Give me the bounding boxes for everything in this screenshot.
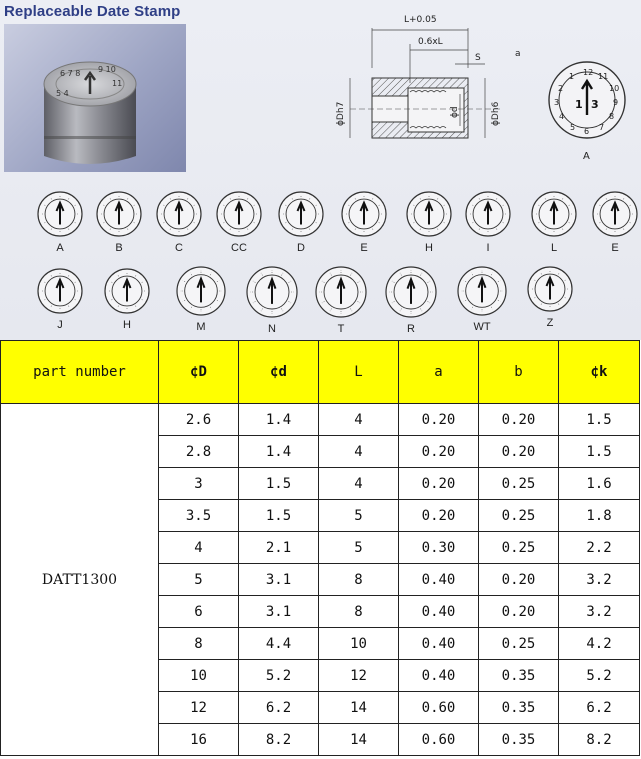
- table-cell: 0.60: [399, 692, 479, 724]
- svg-text:5 4: 5 4: [56, 89, 69, 98]
- table-cell: 5: [319, 532, 399, 564]
- svg-text:3: 3: [591, 98, 599, 111]
- table-cell: 5.2: [559, 660, 640, 692]
- style-label: CC: [231, 242, 247, 254]
- dim-dh7: ϕDh7: [336, 101, 346, 126]
- svg-text:2: 2: [558, 84, 564, 93]
- style-dial-row1-6: [340, 190, 388, 242]
- style-dial-row2-8: [526, 265, 574, 317]
- style-dial-row2-2: [103, 267, 151, 319]
- table-cell: 5: [159, 564, 239, 596]
- style-label: H: [425, 242, 433, 254]
- table-row: [1, 404, 640, 436]
- cross-section-drawing: [310, 8, 540, 168]
- table-cell: 8: [159, 628, 239, 660]
- svg-text:1: 1: [569, 72, 575, 81]
- style-label: D: [297, 242, 305, 254]
- dim-d: ϕd: [450, 106, 460, 118]
- table-cell: 3: [159, 468, 239, 500]
- header-d-outer: ¢D: [159, 341, 239, 404]
- table-cell: 8.2: [239, 724, 319, 756]
- table-cell: 1.6: [559, 468, 640, 500]
- style-label: I: [486, 242, 490, 254]
- style-dial-row2-4: [245, 265, 299, 323]
- table-cell: 0.20: [399, 500, 479, 532]
- svg-text:6: 6: [584, 127, 590, 136]
- dim-dh6: ϕDh6: [491, 101, 501, 126]
- table-cell: 0.40: [399, 564, 479, 596]
- style-dial-row1-1: [36, 190, 84, 242]
- style-label: R: [407, 323, 415, 335]
- table-cell: 0.35: [479, 660, 559, 692]
- style-label: B: [115, 242, 123, 254]
- table-cell: 0.30: [399, 532, 479, 564]
- dim-06l: 0.6xL: [418, 37, 443, 47]
- svg-text:4: 4: [559, 112, 565, 121]
- style-dial-row1-3: [155, 190, 203, 242]
- table-cell: 14: [319, 692, 399, 724]
- table-cell: 0.25: [479, 468, 559, 500]
- table-cell: 5: [319, 500, 399, 532]
- svg-text:7: 7: [599, 123, 605, 132]
- style-dial-row1-4: [215, 190, 263, 242]
- table-cell: 6.2: [559, 692, 640, 724]
- table-cell: 1.4: [239, 436, 319, 468]
- style-label: L: [550, 242, 558, 254]
- table-cell: 4: [319, 436, 399, 468]
- style-dial-row1-2: [95, 190, 143, 242]
- svg-text:11: 11: [112, 79, 123, 88]
- spec-table: [0, 340, 640, 756]
- svg-text:8: 8: [609, 112, 615, 121]
- style-label: E: [360, 242, 368, 254]
- table-cell: 0.40: [399, 660, 479, 692]
- table-cell: 4: [319, 404, 399, 436]
- table-cell: 1.5: [239, 500, 319, 532]
- style-dial-row2-6: [384, 265, 438, 323]
- header-b: b: [479, 341, 559, 404]
- part-number-cell: DATT1300: [1, 404, 159, 756]
- table-cell: 1.8: [559, 500, 640, 532]
- table-cell: 0.35: [479, 724, 559, 756]
- table-cell: 16: [159, 724, 239, 756]
- style-dial-row2-1: [36, 267, 84, 319]
- table-cell: 0.20: [399, 436, 479, 468]
- table-cell: 2.2: [559, 532, 640, 564]
- style-dial-row1-5: [277, 190, 325, 242]
- svg-text:11: 11: [598, 72, 609, 81]
- product-figure: [0, 0, 641, 340]
- table-cell: 2.1: [239, 532, 319, 564]
- table-cell: 0.40: [399, 628, 479, 660]
- style-label: C: [175, 242, 183, 254]
- style-label: WT: [473, 321, 491, 333]
- style-label: J: [57, 319, 63, 331]
- style-label: H: [123, 319, 131, 331]
- table-cell: 0.25: [479, 532, 559, 564]
- table-cell: 4.4: [239, 628, 319, 660]
- svg-text:12: 12: [583, 68, 594, 77]
- table-cell: 6.2: [239, 692, 319, 724]
- table-cell: 3.2: [559, 564, 640, 596]
- svg-text:3: 3: [554, 98, 560, 107]
- svg-text:5: 5: [570, 123, 576, 132]
- style-label: N: [268, 323, 276, 335]
- table-cell: 0.60: [399, 724, 479, 756]
- style-label: T: [337, 323, 345, 335]
- dim-s: S: [475, 53, 481, 63]
- table-cell: 4: [319, 468, 399, 500]
- table-cell: 0.20: [479, 404, 559, 436]
- table-cell: 2.8: [159, 436, 239, 468]
- table-cell: 12: [159, 692, 239, 724]
- table-cell: 3.1: [239, 564, 319, 596]
- page-title: Replaceable Date Stamp: [4, 3, 181, 20]
- table-cell: 0.35: [479, 692, 559, 724]
- table-cell: 1.5: [239, 468, 319, 500]
- table-cell: 5.2: [239, 660, 319, 692]
- style-dial-row1-10: [591, 190, 639, 242]
- svg-text:9: 9: [613, 98, 619, 107]
- header-l: L: [319, 341, 399, 404]
- style-dial-row2-5: [314, 265, 368, 323]
- table-cell: 3.1: [239, 596, 319, 628]
- table-cell: 3.5: [159, 500, 239, 532]
- table-cell: 0.20: [479, 564, 559, 596]
- table-cell: 6: [159, 596, 239, 628]
- table-cell: 1.5: [559, 436, 640, 468]
- header-part-number: part number: [1, 341, 159, 404]
- table-header-row: [1, 341, 640, 404]
- table-cell: 1.4: [239, 404, 319, 436]
- table-cell: 3.2: [559, 596, 640, 628]
- product-photo: [4, 24, 186, 172]
- table-cell: 14: [319, 724, 399, 756]
- table-cell: 8: [319, 596, 399, 628]
- header-d-inner: ¢d: [239, 341, 319, 404]
- svg-text:9 10: 9 10: [98, 65, 116, 74]
- style-dial-row1-9: [530, 190, 578, 242]
- table-cell: 4.2: [559, 628, 640, 660]
- table-cell: 2.6: [159, 404, 239, 436]
- table-cell: 0.40: [399, 596, 479, 628]
- large-dial-label: A: [583, 151, 590, 162]
- table-cell: 8: [319, 564, 399, 596]
- style-label: E: [611, 242, 619, 254]
- style-label: M: [196, 321, 206, 333]
- table-cell: 1.5: [559, 404, 640, 436]
- style-label: A: [56, 242, 64, 254]
- style-dial-row2-7: [456, 265, 508, 321]
- style-dial-row1-7: [405, 190, 453, 242]
- table-cell: 0.20: [399, 404, 479, 436]
- table-cell: 12: [319, 660, 399, 692]
- large-dial-a: [545, 55, 630, 165]
- header-k: ¢k: [559, 341, 640, 404]
- table-cell: 0.20: [479, 436, 559, 468]
- header-a: a: [399, 341, 479, 404]
- table-cell: 10: [319, 628, 399, 660]
- dim-l: L+0.05: [404, 15, 437, 25]
- style-label: Z: [546, 317, 554, 329]
- table-cell: 0.20: [399, 468, 479, 500]
- dim-a: a: [515, 49, 521, 59]
- svg-text:10: 10: [609, 84, 620, 93]
- style-dial-row2-3: [175, 265, 227, 321]
- table-cell: 0.20: [479, 596, 559, 628]
- table-cell: 8.2: [559, 724, 640, 756]
- style-dial-row1-8: [464, 190, 512, 242]
- svg-text:1: 1: [575, 98, 583, 111]
- table-cell: 0.25: [479, 628, 559, 660]
- svg-text:6 7 8: 6 7 8: [60, 69, 81, 78]
- table-cell: 0.25: [479, 500, 559, 532]
- table-cell: 4: [159, 532, 239, 564]
- table-cell: 10: [159, 660, 239, 692]
